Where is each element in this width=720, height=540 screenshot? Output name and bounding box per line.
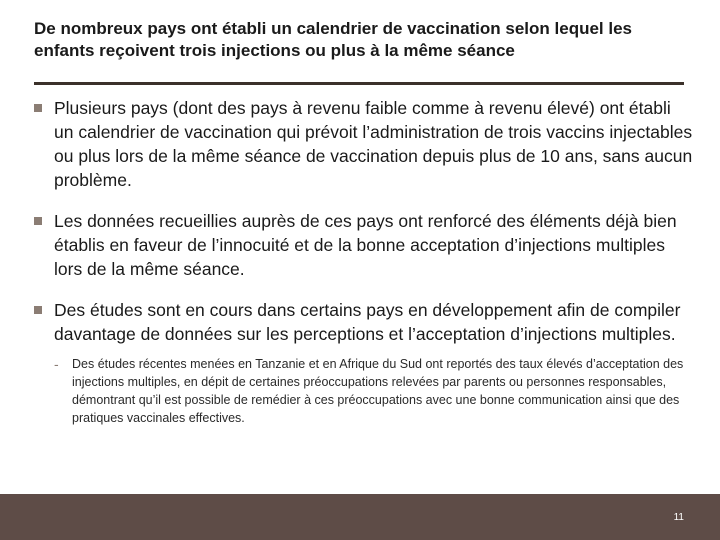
bullet-item (34, 96, 694, 192)
sub-bullet-text: Des études récentes menées en Tanzanie et en Afrique du Sud ont reportés des taux élevés d’acceptation des injections multiples, en dépit de certaines préoccupations relevées par parents ou personnes responsables, démontrant qu’il est possible de remédier à ces préoccupations avec une bonne communication ainsi que des pratiques vaccinales effectives. (72, 357, 684, 425)
dash-bullet-icon: - (54, 356, 59, 372)
footer-band (0, 494, 720, 540)
slide-body (34, 96, 694, 427)
bullet-text: Des études sont en cours dans certains pays en développement afin de compiler davantage de données sur les perceptions et l’acceptation d’injections multiples. (54, 300, 681, 344)
bullet-text: Les données recueillies auprès de ces pays ont renforcé des éléments déjà bien établis en faveur de l’innocuité et de la bonne acceptation d’injections multiples lors de la même séance. (54, 211, 677, 279)
sub-bullet-item (34, 355, 694, 427)
title-divider (34, 82, 684, 85)
square-bullet-icon (34, 104, 42, 112)
bullet-text: Plusieurs pays (dont des pays à revenu faible comme à revenu élevé) ont établi un calendrier de vaccination qui prévoit l’administration de trois vaccins injectables ou plus lors de la même séance de vaccination depuis plus de 10 ans, sans aucun problème. (54, 98, 693, 190)
bullet-item (34, 298, 694, 346)
page-number: 11 (673, 512, 684, 523)
square-bullet-icon (34, 306, 42, 314)
square-bullet-icon (34, 217, 42, 225)
slide-title: De nombreux pays ont établi un calendrier de vaccination selon lequel les enfants reçoivent trois injections ou plus à la même séance (34, 19, 633, 60)
bullet-item (34, 209, 694, 281)
